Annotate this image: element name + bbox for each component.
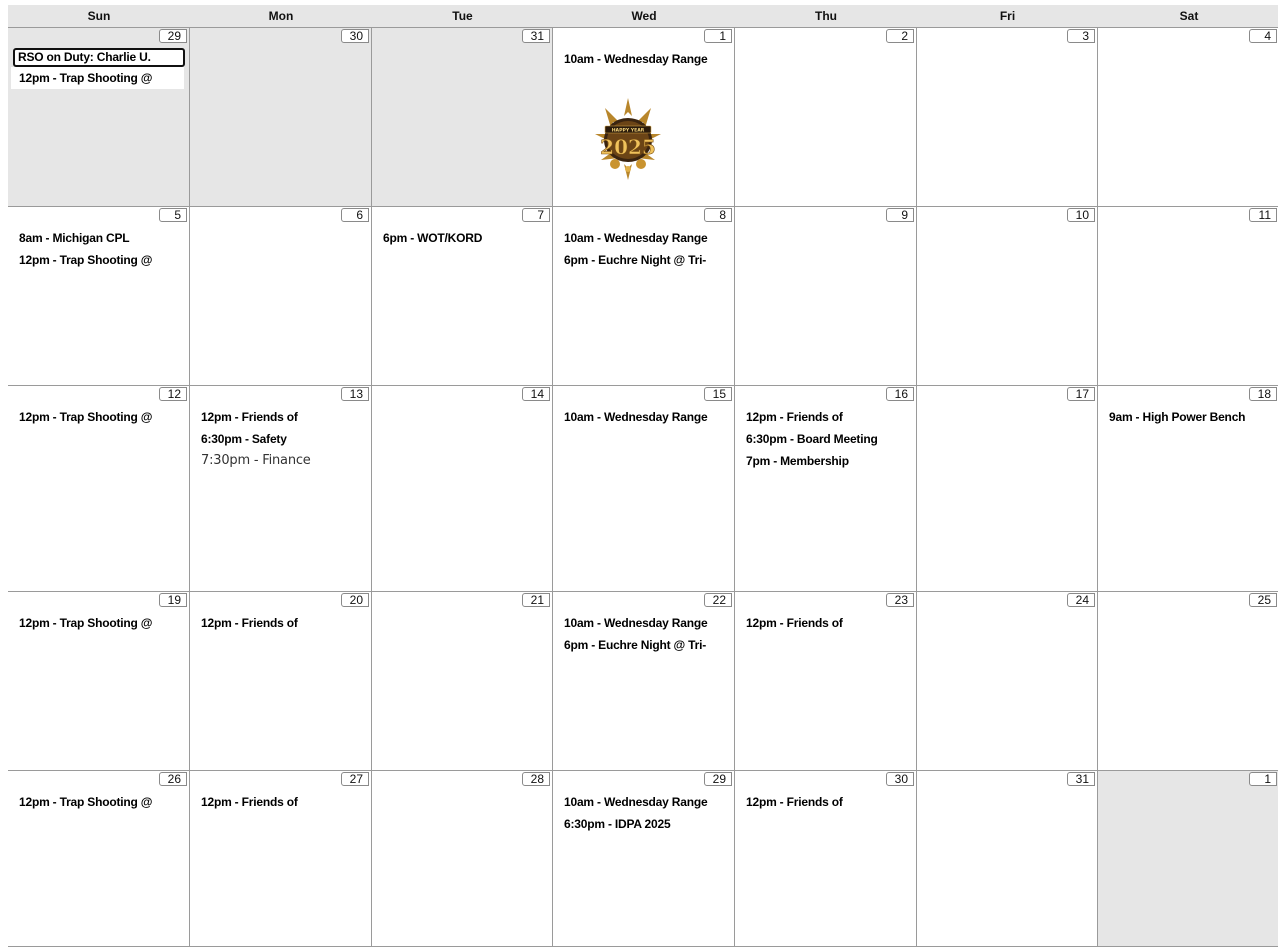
- day-cell[interactable]: [372, 28, 553, 207]
- calendar-event[interactable]: 12pm - Trap Shooting @: [11, 67, 184, 89]
- calendar-event[interactable]: 12pm - Friends of: [746, 795, 843, 809]
- day-cell[interactable]: [1098, 386, 1278, 592]
- day-number[interactable]: 30: [886, 772, 914, 786]
- event-list: [556, 406, 731, 428]
- day-cell[interactable]: [553, 207, 735, 386]
- event-list: [556, 791, 731, 835]
- day-number[interactable]: 6: [341, 208, 369, 222]
- day-cell[interactable]: [917, 28, 1098, 207]
- day-number[interactable]: 20: [341, 593, 369, 607]
- day-number[interactable]: 14: [522, 387, 550, 401]
- calendar-event[interactable]: 12pm - Trap Shooting @: [19, 253, 153, 267]
- day-number[interactable]: 1: [1249, 772, 1277, 786]
- weekday-header: [8, 5, 1278, 28]
- day-cell[interactable]: [8, 771, 190, 947]
- day-number[interactable]: 25: [1249, 593, 1277, 607]
- day-number[interactable]: 11: [1249, 208, 1277, 222]
- day-cell[interactable]: [735, 207, 917, 386]
- day-cell[interactable]: [553, 771, 735, 947]
- day-cell[interactable]: [190, 592, 372, 771]
- event-list: [556, 48, 731, 70]
- day-cell[interactable]: [553, 28, 735, 207]
- event-list: [11, 227, 186, 271]
- calendar-event[interactable]: 10am - Wednesday Range: [564, 410, 708, 424]
- calendar-event[interactable]: 12pm - Trap Shooting @: [19, 410, 153, 424]
- day-number[interactable]: 31: [522, 29, 550, 43]
- day-cell[interactable]: [372, 771, 553, 947]
- day-number[interactable]: 22: [704, 593, 732, 607]
- day-cell[interactable]: [8, 207, 190, 386]
- day-cell[interactable]: [190, 771, 372, 947]
- day-cell[interactable]: [8, 28, 190, 207]
- calendar-event[interactable]: 10am - Wednesday Range: [564, 795, 708, 809]
- day-cell[interactable]: [1098, 771, 1278, 947]
- day-number[interactable]: 21: [522, 593, 550, 607]
- day-number[interactable]: 30: [341, 29, 369, 43]
- calendar-event[interactable]: 12pm - Trap Shooting @: [19, 795, 153, 809]
- calendar-event[interactable]: 10am - Wednesday Range: [564, 231, 708, 245]
- day-number[interactable]: 2: [886, 29, 914, 43]
- day-number[interactable]: 17: [1067, 387, 1095, 401]
- day-cell[interactable]: [735, 771, 917, 947]
- calendar-event[interactable]: RSO on Duty: Charlie U.: [13, 48, 185, 67]
- calendar-event[interactable]: 12pm - Friends of: [201, 616, 298, 630]
- day-cell[interactable]: [372, 386, 553, 592]
- weekday-wed: Wed: [631, 9, 657, 23]
- calendar-event[interactable]: 7:30pm - Finance: [201, 453, 311, 468]
- day-number[interactable]: 31: [1067, 772, 1095, 786]
- day-number[interactable]: 5: [159, 208, 187, 222]
- svg-text:2025: 2025: [600, 135, 656, 159]
- calendar-event[interactable]: 12pm - Friends of: [746, 410, 843, 424]
- day-cell[interactable]: [190, 386, 372, 592]
- day-cell[interactable]: [917, 771, 1098, 947]
- day-cell[interactable]: [190, 207, 372, 386]
- calendar-event[interactable]: 12pm - Friends of: [201, 410, 298, 424]
- day-number[interactable]: 1: [704, 29, 732, 43]
- day-cell[interactable]: [917, 592, 1098, 771]
- day-number[interactable]: 9: [886, 208, 914, 222]
- event-list: [193, 406, 368, 472]
- calendar-event[interactable]: 8am - Michigan CPL: [19, 231, 130, 245]
- calendar-event[interactable]: 6pm - Euchre Night @ Tri-: [564, 253, 707, 267]
- event-list: [1101, 406, 1276, 428]
- day-number[interactable]: 18: [1249, 387, 1277, 401]
- weekday-sat: Sat: [1179, 9, 1199, 23]
- weekday-tue: Tue: [452, 9, 473, 23]
- day-number[interactable]: 12: [159, 387, 187, 401]
- day-cell[interactable]: [1098, 207, 1278, 386]
- event-list: [11, 612, 186, 634]
- calendar-event[interactable]: 12pm - Friends of: [201, 795, 298, 809]
- day-cell[interactable]: [372, 207, 553, 386]
- day-cell[interactable]: [917, 207, 1098, 386]
- weekday-mon: Mon: [268, 9, 294, 23]
- day-number[interactable]: 29: [159, 29, 187, 43]
- day-cell[interactable]: [553, 592, 735, 771]
- weekday-thu: Thu: [815, 9, 837, 23]
- calendar-event[interactable]: 6:30pm - Board Meeting: [746, 432, 878, 446]
- calendar-month-grid: [8, 28, 1278, 947]
- weekday-sun: Sun: [87, 9, 111, 23]
- calendar-event[interactable]: 10am - Wednesday Range: [564, 52, 708, 66]
- day-cell[interactable]: [8, 386, 190, 592]
- day-number[interactable]: 15: [704, 387, 732, 401]
- svg-text:HAPPY YEAR: HAPPY YEAR: [611, 128, 645, 134]
- day-cell[interactable]: [190, 28, 372, 207]
- calendar-event[interactable]: 6:30pm - IDPA 2025: [564, 817, 671, 831]
- event-list: [11, 406, 186, 428]
- event-list: [738, 406, 913, 472]
- calendar-event[interactable]: 12pm - Friends of: [746, 616, 843, 630]
- day-number[interactable]: 19: [159, 593, 187, 607]
- calendar-event[interactable]: 10am - Wednesday Range: [564, 616, 708, 630]
- event-list: [738, 791, 913, 813]
- event-list: [375, 227, 549, 249]
- calendar-event[interactable]: 6pm - Euchre Night @ Tri-: [564, 638, 707, 652]
- calendar-event[interactable]: 9am - High Power Bench: [1109, 410, 1246, 424]
- day-cell[interactable]: [1098, 28, 1278, 207]
- calendar-event[interactable]: 7pm - Membership: [746, 454, 849, 468]
- day-number[interactable]: 8: [704, 208, 732, 222]
- calendar-event[interactable]: 6pm - WOT/KORD: [383, 231, 483, 245]
- day-cell[interactable]: [735, 592, 917, 771]
- event-list: [556, 227, 731, 271]
- day-number[interactable]: 16: [886, 387, 914, 401]
- day-number[interactable]: 26: [159, 772, 187, 786]
- day-number[interactable]: 27: [341, 772, 369, 786]
- calendar-event[interactable]: 12pm - Trap Shooting @: [19, 616, 153, 630]
- day-number[interactable]: 10: [1067, 208, 1095, 222]
- day-number[interactable]: 28: [522, 772, 550, 786]
- happy-new-year-badge: [593, 94, 663, 182]
- event-list: [193, 612, 368, 634]
- new-year-emblem-icon: [593, 94, 663, 182]
- day-cell[interactable]: [735, 28, 917, 207]
- event-list: [193, 791, 368, 813]
- day-cell[interactable]: [372, 592, 553, 771]
- day-cell[interactable]: [735, 386, 917, 592]
- event-list: [556, 612, 731, 656]
- event-list: [738, 612, 913, 634]
- day-number[interactable]: 3: [1067, 29, 1095, 43]
- event-list: [11, 791, 186, 813]
- day-cell[interactable]: [8, 592, 190, 771]
- day-number[interactable]: 29: [704, 772, 732, 786]
- weekday-fri: Fri: [999, 9, 1016, 23]
- day-cell[interactable]: [917, 386, 1098, 592]
- day-number[interactable]: 4: [1249, 29, 1277, 43]
- day-number[interactable]: 13: [341, 387, 369, 401]
- event-list: [11, 48, 186, 89]
- calendar-event[interactable]: 6:30pm - Safety: [201, 432, 287, 446]
- day-number[interactable]: 24: [1067, 593, 1095, 607]
- day-number[interactable]: 7: [522, 208, 550, 222]
- day-cell[interactable]: [1098, 592, 1278, 771]
- day-cell[interactable]: [553, 386, 735, 592]
- day-number[interactable]: 23: [886, 593, 914, 607]
